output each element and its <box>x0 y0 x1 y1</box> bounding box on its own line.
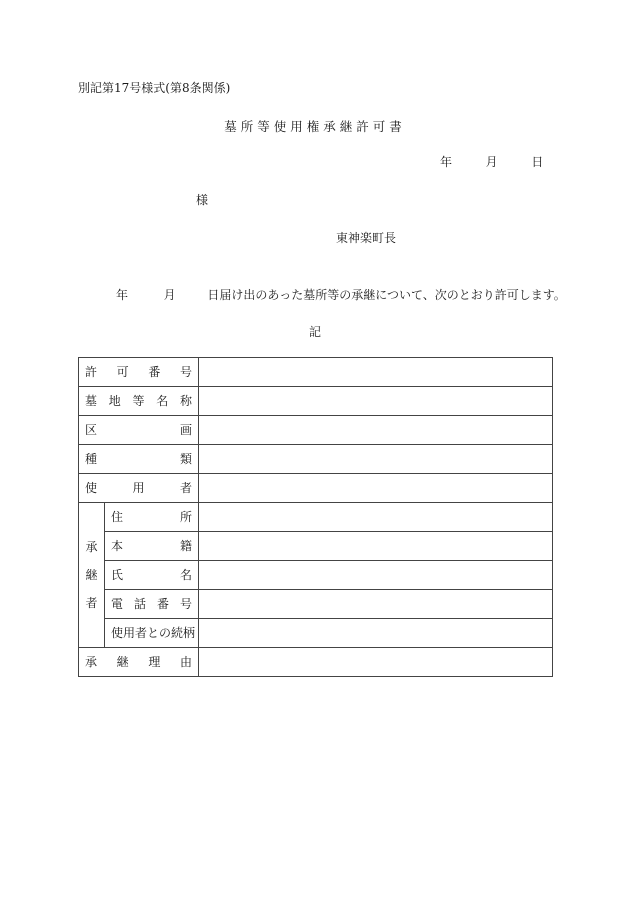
permit-number-value[interactable] <box>199 358 553 387</box>
detail-table <box>78 357 553 677</box>
table-row <box>79 445 553 474</box>
body-sentence: 日届け出のあった墓所等の承継について、次のとおり許可します。 <box>207 288 566 302</box>
label-char: 電 <box>111 597 124 611</box>
label-char: 番 <box>148 365 161 379</box>
label-char: 称 <box>179 394 192 408</box>
name-label <box>105 561 199 590</box>
body-year: 年 <box>116 288 129 302</box>
document-title: 墓所等使用権承継許可書 <box>224 119 406 134</box>
issue-date <box>440 156 543 168</box>
successor-group-label <box>79 503 105 648</box>
table-row <box>79 561 553 590</box>
label-char: 籍 <box>179 539 192 553</box>
body-month: 月 <box>163 288 176 302</box>
label-char: 継 <box>85 568 98 582</box>
label-char: 地 <box>108 394 121 408</box>
table-row <box>79 590 553 619</box>
label-char: 区 <box>85 423 98 437</box>
label-char: 氏 <box>111 568 124 582</box>
label-char: 者 <box>85 596 98 610</box>
issuer: 東神楽町長 <box>336 231 397 245</box>
address-label <box>105 503 199 532</box>
table-row <box>79 474 553 503</box>
label-char: 話 <box>133 597 146 611</box>
label-char: 本 <box>111 539 124 553</box>
type-value[interactable] <box>199 445 553 474</box>
label-char: 墓 <box>85 394 98 408</box>
reason-label <box>79 648 199 677</box>
label-char: 類 <box>179 452 192 466</box>
relation-value[interactable] <box>199 619 553 648</box>
label-char: 名 <box>179 568 192 582</box>
label-char: 所 <box>179 510 192 524</box>
permit-number-label <box>79 358 199 387</box>
label-char: 号 <box>179 597 192 611</box>
label-char: 理 <box>148 655 161 669</box>
label-char: 承 <box>85 655 98 669</box>
grave-name-value[interactable] <box>199 387 553 416</box>
table-row <box>79 416 553 445</box>
table-row <box>79 387 553 416</box>
date-month: 月 <box>485 155 498 169</box>
section-label <box>79 416 199 445</box>
label-char: 由 <box>179 655 192 669</box>
type-label <box>79 445 199 474</box>
label-char: 者 <box>179 481 192 495</box>
table-row <box>79 503 553 532</box>
phone-value[interactable] <box>199 590 553 619</box>
label-char: 可 <box>116 365 129 379</box>
addressee-suffix: 様 <box>196 193 209 207</box>
label-char: 承 <box>85 540 98 554</box>
label-char: 住 <box>111 510 124 524</box>
label-char: 等 <box>132 394 145 408</box>
relation-label: 使用者との続柄 <box>105 619 199 648</box>
address-value[interactable] <box>199 503 553 532</box>
ki-heading: 記 <box>308 325 321 339</box>
table-row <box>79 619 553 648</box>
reason-value[interactable] <box>199 648 553 677</box>
section-value[interactable] <box>199 416 553 445</box>
label-char: 使 <box>85 481 98 495</box>
label-char: 画 <box>179 423 192 437</box>
label-char: 名 <box>156 394 169 408</box>
grave-name-label <box>79 387 199 416</box>
label-char: 用 <box>132 481 145 495</box>
body-text <box>116 289 566 301</box>
label-char: 号 <box>179 365 192 379</box>
domicile-label <box>105 532 199 561</box>
date-year: 年 <box>440 155 453 169</box>
label-char: 許 <box>85 365 98 379</box>
user-value[interactable] <box>199 474 553 503</box>
table-row <box>79 532 553 561</box>
label-char: 種 <box>85 452 98 466</box>
label-char: 継 <box>116 655 129 669</box>
table-row <box>79 648 553 677</box>
name-value[interactable] <box>199 561 553 590</box>
table-row <box>79 358 553 387</box>
phone-label <box>105 590 199 619</box>
date-day: 日 <box>531 155 544 169</box>
form-reference: 別記第17号様式(第8条関係) <box>78 81 231 95</box>
label-char: 番 <box>156 597 169 611</box>
domicile-value[interactable] <box>199 532 553 561</box>
user-label <box>79 474 199 503</box>
